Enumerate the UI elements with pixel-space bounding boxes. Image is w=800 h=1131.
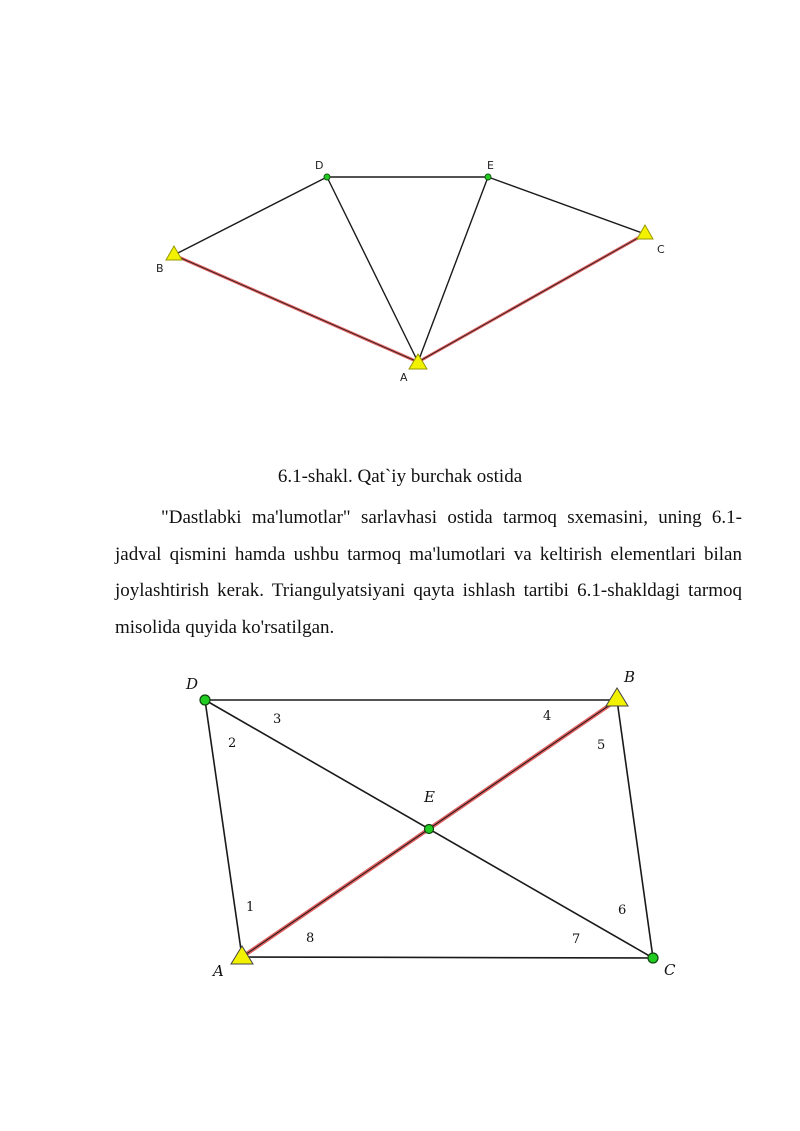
point-B-triangle-icon bbox=[166, 246, 182, 260]
base-line-AC bbox=[418, 234, 645, 362]
label-C: C bbox=[664, 961, 676, 979]
angle-3: 3 bbox=[273, 712, 282, 727]
angle-4: 4 bbox=[543, 709, 552, 724]
line-EC bbox=[488, 177, 645, 234]
point-A-triangle-icon bbox=[231, 946, 253, 964]
line-AC bbox=[242, 957, 653, 958]
paragraph-text: "Dastlabki ma'lumotlar" sarlavhasi ostida tarmoq sxemasini, uning 6.1-jadval qismini hamda ushbu tarmoq ma'lumotlari va keltirish elementlari bilan joylashtirish kerak. Triangulyatsiyani qayta ishlash tartibi 6.1-shakldagi tarmoq misolida quyida ko'rsatilgan. bbox=[115, 507, 742, 638]
base-line-BA bbox=[174, 255, 418, 362]
label-A: A bbox=[400, 371, 408, 384]
angle-5: 5 bbox=[597, 738, 606, 753]
line-DA bbox=[327, 177, 418, 362]
figure-2-diagram bbox=[0, 660, 800, 990]
label-B: B bbox=[624, 668, 636, 686]
point-A-triangle-icon bbox=[409, 354, 427, 369]
line-EA bbox=[418, 177, 488, 362]
point-D-circle-icon bbox=[200, 695, 210, 705]
label-B: B bbox=[156, 262, 164, 275]
label-D: D bbox=[186, 675, 199, 693]
angle-8: 8 bbox=[306, 931, 315, 946]
line-BC bbox=[617, 700, 653, 958]
angle-6: 6 bbox=[618, 903, 627, 918]
figure-caption: 6.1-shakl. Qat`iy burchak ostida bbox=[277, 466, 523, 487]
figure-1 bbox=[0, 150, 800, 390]
point-E-circle-icon bbox=[485, 174, 491, 180]
label-E: E bbox=[487, 159, 494, 172]
label-E: E bbox=[424, 788, 435, 806]
point-C-circle-icon bbox=[648, 953, 658, 963]
label-D: D bbox=[315, 159, 324, 172]
label-A: A bbox=[213, 962, 224, 980]
angle-1: 1 bbox=[246, 900, 255, 915]
figure-2 bbox=[0, 660, 800, 990]
figure-1-diagram bbox=[0, 150, 800, 390]
line-DA bbox=[205, 700, 242, 957]
point-E-circle-icon bbox=[425, 825, 434, 834]
point-B-triangle-icon bbox=[606, 688, 628, 706]
body-paragraph bbox=[115, 500, 742, 646]
point-D-circle-icon bbox=[324, 174, 330, 180]
label-C: C bbox=[657, 243, 665, 256]
angle-7: 7 bbox=[572, 932, 581, 947]
line-BD bbox=[174, 177, 327, 255]
angle-2: 2 bbox=[228, 736, 237, 751]
